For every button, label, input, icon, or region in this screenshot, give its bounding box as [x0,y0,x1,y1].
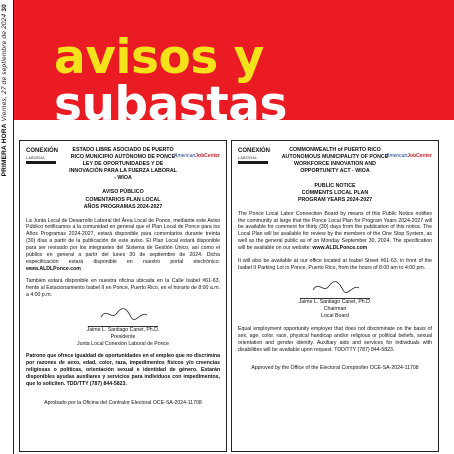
office-paragraph: It will also be available at our office located at Isabel Street #61-63, in front of the Isabel II Parking Lot in Ponce, Puerto Rico, from the hours of 8:00 am to 4:00 pm. [238,257,432,271]
notice-title: PUBLIC NOTICE COMMENTS LOCAL PLAN PROGRAM YEARS 2024-2027 [297,182,373,204]
website-link[interactable]: www.ALDLPonce.com [312,245,368,252]
signer-name: Jaime L. Santiago Canet, Ph.D. [86,326,160,333]
issuer-heading: COMMONWEALTH of PUERTO RICO AUTONOMOUS MUNICIPALITY OF PONCE WORKFORCE INNOVATION AND OPPORTUNITY ACT - WIOA [281,147,389,174]
american-job-center-logo: AmericanJobCenter [174,152,220,159]
side-strip [0,0,14,454]
banner-word-1: avisos y [54,30,264,85]
website-link[interactable]: www.ALDLPonce.com [26,265,81,272]
conexion-laboral-logo: CONEXIÓN LABORAL [26,148,66,165]
signer-name: Jaime L. Santiago Canet, Ph.D. [298,299,372,306]
notice-body: The Ponce Local Labor Connection Board by means of this Public Notice notifies the community at large that the Ponce Local Plan for Program Years 2024-2027 will be available for comment for thirty (30) days from the publication of this notice. The Local Plan will be available for review by the members of the One Stop System, as well as the general public as of on Monday September 30, 2024. The specification will be available on our website: www.ALDLPonce.com [238,210,432,252]
signature-block [238,278,432,320]
side-text [1,4,12,176]
page-number: 30 [1,4,8,12]
approval-line: Aprobado por la Oficina del Contralor Electoral OCE-SA-2024-11708 [44,399,202,406]
signature-icon [305,278,365,296]
american-job-center-logo: AmericanJobCenter [386,152,432,159]
conexion-laboral-logo: CONEXIÓN LABORAL [238,148,278,165]
approval-line: Approved by the Office of the Electoral Comptroller OCE-SA-2024-11708 [251,365,419,372]
signature-block [26,305,220,347]
section-name: PRIMERA HORA [1,123,8,177]
issue-date: Viernes, 27 de septiembre de 2024 [1,13,8,122]
section-banner [14,0,454,132]
signer-role: Chairman [323,306,347,313]
notice-spanish [19,140,227,452]
signer-board: Local Board [321,313,349,320]
signer-board: Junta Local Conexión Laboral de Ponce [77,340,169,347]
notice-english [231,140,439,452]
banner-title [54,30,454,132]
signer-role: Presidente [110,333,136,340]
banner-word-2: subastas [54,77,287,132]
eeo-statement: Patrono que ofrece igualdad de oportunidades en el empleo que no discrimina por razones de sexo, edad, color, raza, impedimentos físicos y/o creencias religiosas o políticas, orientación sexual e identidad de género. Estarán disponibles ayudas auxiliares y servicios para individuos con impedimentos, que lo soliciten. TDD/TTY (787) 844-5823. [26,353,220,387]
issuer-heading: ESTADO LIBRE ASOCIADO DE PUERTO RICO MUNICIPIO AUTÓNOMO DE PONCE LEY DE OPORTUNIDADES Y DE INNOVACIÓN PARA LA FUERZA LABORAL - WIOA [69,147,177,181]
eeo-statement: Equal employment opportunity employer that does not discriminate on the basis of sex, age, color, race, physical handicap and/or religious or political beliefs, sexual orientation and gender identity. Auxiliary aids and services for individuals with disabilities will be available upon request. TDD/TTY (787) 844-5823. [238,326,432,353]
notice-body: La Junta Local de Desarrollo Laboral del Área Local de Ponce, mediante este Aviso Público notificamos a la comunidad en general que el Plan Local de Ponce para los Años Programas 2024-2027, estará disponible para comentarios durante treinta (30) días a partir de la publicación de este aviso. El Plan Local estará disponible para ser revisado por los integrantes del Sistema de Gestión Único, así como el público en general a partir del lunes 30 de septiembre de 2024. Dicha especificación estará disponible en nuestro portal electrónico: www.ALDLPonce.com [26,217,220,272]
office-paragraph: También estará disponible en nuestra oficina ubicada en la Calle Isabel #61-63, frente al Estacionamiento Isabel II en Ponce, Puerto Rico, en el horario de 8:00 a.m. a 4:00 p.m. [26,278,220,299]
signature-icon [93,305,153,323]
notice-title: AVISO PÚBLICO COMENTARIOS PLAN LOCAL AÑOS PROGRAMAS 2024-2027 [83,189,163,211]
